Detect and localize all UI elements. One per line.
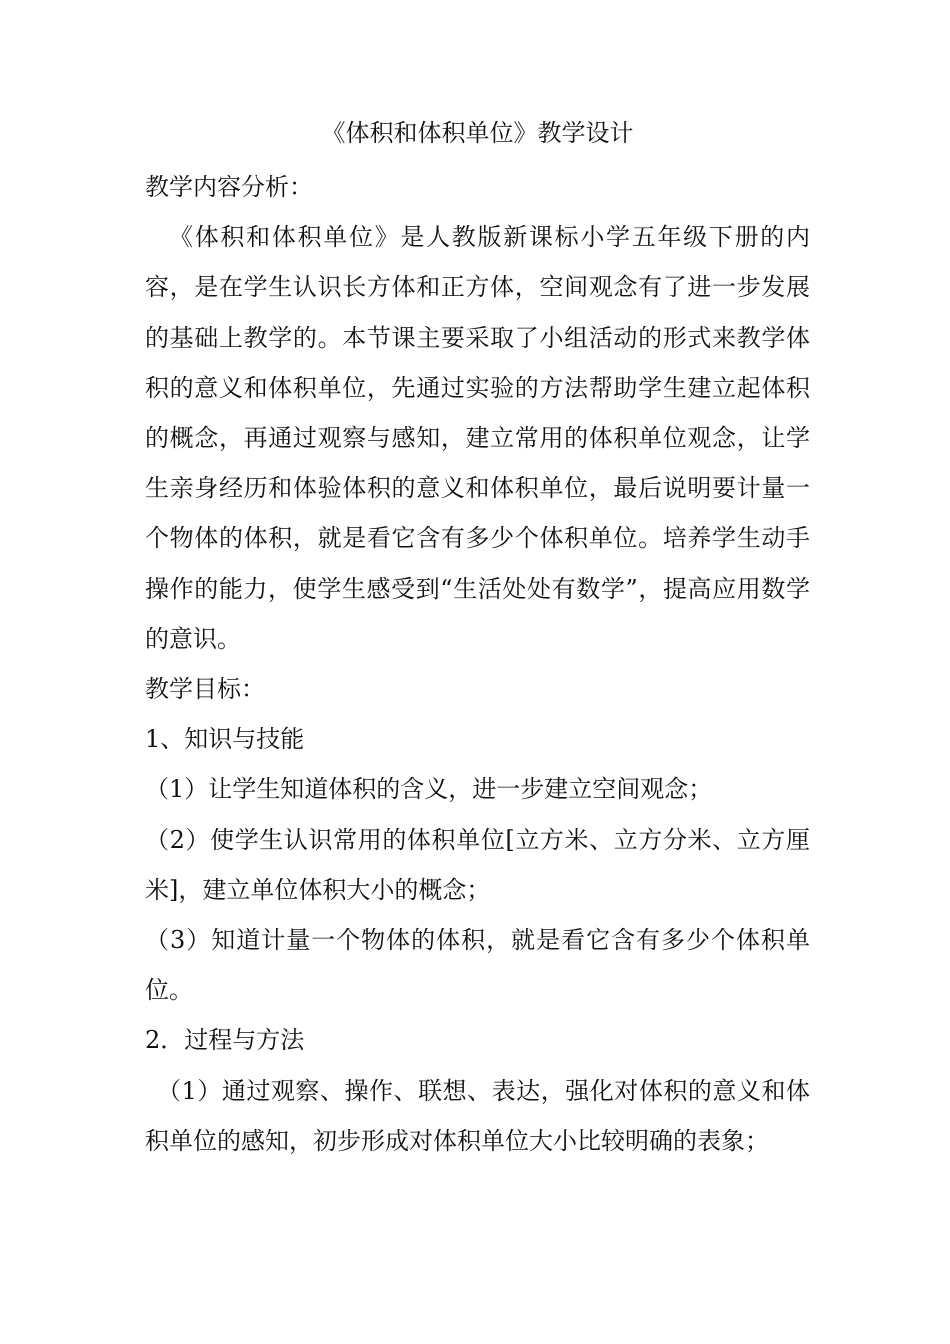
goal2-heading: 2．过程与方法 <box>145 1026 305 1055</box>
goals-heading: 教学目标： <box>145 675 265 704</box>
document-body <box>145 162 810 1166</box>
goal1-item1: （1）让学生知道体积的含义，进一步建立空间观念； <box>145 775 713 804</box>
goal2-item1: （1）通过观察、操作、联想、表达，强化对体积的意义和体积单位的感知，初步形成对体积单位大小比较明确的表象； <box>145 1076 810 1155</box>
document-page <box>145 0 810 1344</box>
goal1-item3: （3）知道计量一个物体的体积，就是看它含有多少个体积单位。 <box>145 926 810 1005</box>
goal1-heading: 1、知识与技能 <box>145 725 305 754</box>
analysis-heading: 教学内容分析： <box>145 173 313 201</box>
document-title: 《体积和体积单位》教学设计 <box>321 119 634 147</box>
goal1-item2: （2）使学生认识常用的体积单位[立方米、立方分米、立方厘米]，建立单位体积大小的概念； <box>145 825 810 904</box>
analysis-paragraph: 《体积和体积单位》是人教版新课标小学五年级下册的内容，是在学生认识长方体和正方体，空间观念有了进一步发展的基础上教学的。本节课主要采取了小组活动的形式来教学体积的意义和体积单位，先通过实验的方法帮助学生建立起体积的概念，再通过观察与感知，建立常用的体积单位观念，让学生亲身经历和体验体积的意义和体积单位，最后说明要计量一个物体的体积，就是看它含有多少个体积单位。培养学生动手操作的能力，使学生感受到“生活处处有数学”，提高应用数学的意识。 <box>145 223 810 653</box>
